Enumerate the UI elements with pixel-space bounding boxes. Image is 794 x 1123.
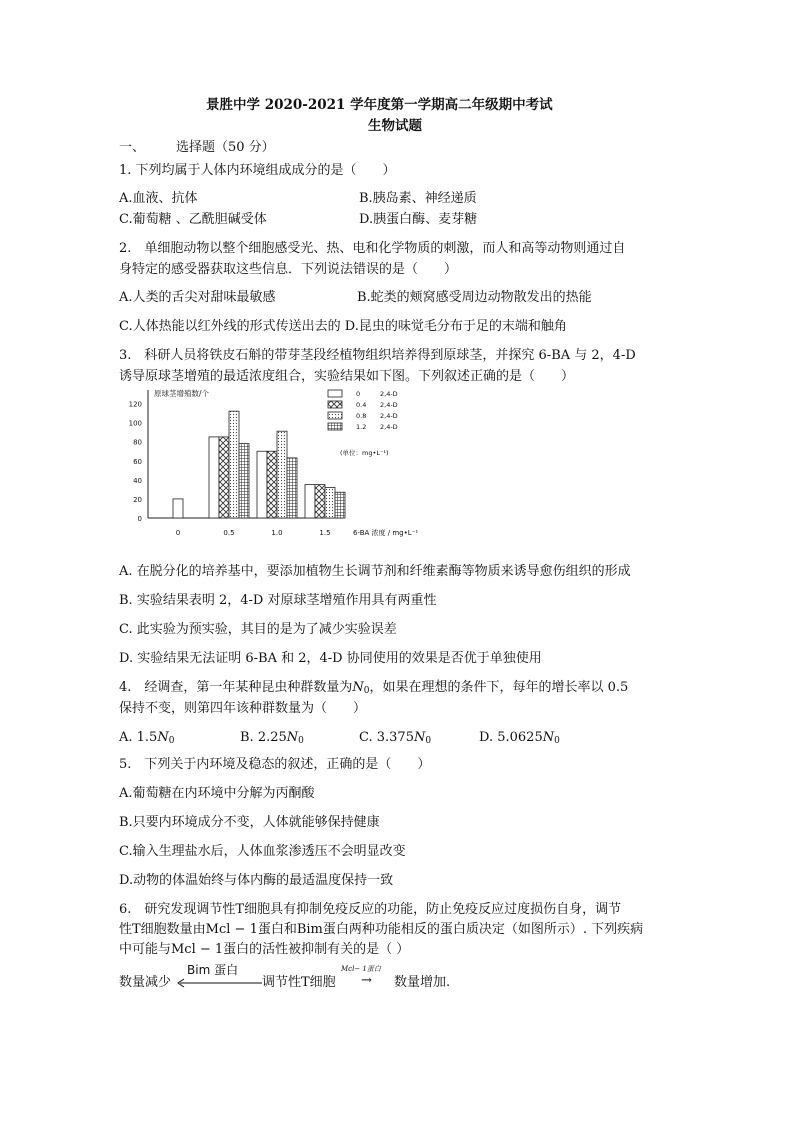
x-axis-label: 6-BA 浓度 / mg•L⁻¹ [353,529,418,537]
bar-0.4-1.0 [267,451,277,518]
q6-arrow2-label: Mcl− 1蛋白 [341,965,381,973]
q6-diagram-left: 数量减少 [119,975,172,990]
q3-option-a: A. 在脱分化的培养基中，要添加植物生长调节剂和纤维素酶等物质来诱导愈伤组织的形成 [119,564,631,579]
y-tick-label: 20 [133,495,142,504]
q3-option-c: C. 此实验为预实验，其目的是为了减少实验误差 [119,622,397,637]
bar-0.8-0.5 [229,411,239,518]
q2-option-b: B.蛇类的颊窝感受周边动物散发出的热能 [357,290,592,305]
legend-suffix-1.2: 2,4-D [380,423,398,431]
q4-stem-line1 [119,680,628,699]
q6-arrow-label: Bim 蛋白 [187,963,239,977]
y-tick-label: 80 [133,438,142,447]
q5-option-a: A.葡萄糖在内环境中分解为丙酮酸 [119,786,315,801]
q2-stem-line1: 2. 单细胞动物以整个细胞感受光、热、电和化学物质的刺激，而人和高等动物则通过自 [119,241,626,256]
legend-value-0.8: 0.8 [356,412,367,420]
chart-bars [173,411,345,518]
q1-option-b: B.胰岛素、神经递质 [359,191,477,206]
q3-stem-line2: 诱导原球茎增殖的最适浓度组合，实验结果如下图。下列叙述正确的是（ ） [119,369,575,384]
bar-0-1.5 [305,485,315,518]
q5-stem: 5. 下列关于内环境及稳态的叙述，正确的是（ ） [119,757,431,772]
y-axis-label: 原球茎增殖数/个 [154,389,210,398]
legend-swatch-0.8 [328,412,342,419]
x-tick-label: 1.0 [271,529,283,537]
exam-subtitle: 生物试题 [368,118,422,134]
q6-right-arrow: → [361,973,372,988]
legend-swatch-1.2 [328,423,342,430]
bar-0-1.0 [257,451,267,518]
q4-option-b: B. $2.25N_0$ [240,730,304,746]
legend-value-0: 0 [356,390,361,398]
bar-0-0 [173,499,183,518]
section-number: 一、 [119,140,146,155]
x-tick-label: 1.5 [319,529,331,537]
legend-unit-note: (单位：mg•L⁻¹) [340,449,389,457]
bar-chart [118,386,418,538]
q5-option-c: C.输入生理盐水后，人体血浆渗透压不会明显改变 [119,844,406,859]
q4-option-d: D. $5.0625N_0$ [479,730,560,746]
q6-stem-line1: 6. 研究发现调节性T细胞具有抑制免疫反应的功能，防止免疫反应过度损伤自身，调节 [119,902,622,917]
q1-option-d: D.胰蛋白酶、麦芽糖 [359,212,478,227]
q4-option-c: C. $3.375N_0$ [359,730,432,746]
q3-option-d: D. 实验结果无法证明 6-BA 和 2，4-D 协同使用的效果是否优于单独使用 [119,651,542,666]
q2-option-a: A.人类的舌尖对甜味最敏感 [119,290,276,305]
q1-stem: 1. 下列均属于人体内环境组成成分的是（ ） [119,163,396,178]
q6-stem-line2: 性T细胞数量由Mcl − 1蛋白和Bim蛋白两种功能相反的蛋白质决定（如图所示）. 下列疾病 [119,922,644,937]
exam-title: 景胜中学 2020-2021 学年度第一学期高二年级期中考试 [206,97,553,113]
y-tick-label: 40 [133,476,142,485]
y-tick-label: 120 [128,400,142,409]
q5-option-d: D.动物的体温始终与体内酶的最适温度保持一致 [119,873,394,888]
legend-value-1.2: 1.2 [356,423,367,431]
q2-stem-line2: 身特定的感受器获取这些信息．下列说法错误的是（ ） [119,262,458,277]
legend-suffix-0.4: 2,4-D [380,401,398,409]
legend-value-0.4: 0.4 [356,401,367,409]
bar-0.4-1.5 [315,485,325,518]
bar-1.2-1.0 [287,458,297,518]
q4-n-subscript: 0 [363,686,370,696]
x-tick-label: 0.5 [223,529,235,537]
q6-diagram-right: 数量增加. [394,975,451,990]
legend-suffix-0: 2,4-D [380,390,398,398]
q3-stem-line1: 3. 科研人员将铁皮石斛的带芽茎段经植物组织培养得到原球茎，并探究 6-BA 与 2，4-D [119,348,636,363]
bar-0.4-0.5 [219,437,229,518]
legend-suffix-0.8: 2,4-D [380,412,398,420]
q4-stem-line2: 保持不变，则第四年该种群数量为（ ） [119,701,367,716]
q2-option-cd: C.人体热能以红外线的形式传送出去的 D.昆虫的味觉毛分布于足的末端和触角 [119,319,567,334]
y-tick-label: 100 [128,419,142,428]
y-tick-label: 0 [137,515,142,523]
bar-1.2-0.5 [239,444,249,518]
q6-stem-line3: 中可能与Mcl − 1蛋白的活性被抑制有关的是（ ） [119,942,410,957]
q3-option-b: B. 实验结果表明 2，4-D 对原球茎增殖作用具有两重性 [119,593,437,608]
q4-stem-pre: 4. 经调查，第一年某种昆虫种群数量为 [119,680,353,695]
q4-option-a: A. $1.5N_0$ [119,730,175,746]
x-tick-label: 0 [175,529,181,537]
q4-stem-post: ，如果在理想的条件下，每年的增长率以 0.5 [369,680,629,695]
bar-0-0.5 [209,437,219,518]
q4-n-symbol: N [352,680,364,695]
bar-0.8-1.0 [277,431,287,518]
legend-swatch-0.4 [328,401,342,408]
bar-1.2-1.5 [335,492,345,518]
legend-swatch-0 [328,390,342,397]
y-tick-label: 60 [133,457,142,466]
bar-0.8-1.5 [325,487,335,518]
q6-diagram-middle: 调节性T细胞 [262,975,336,990]
q6-left-arrow [176,978,264,988]
q1-option-c: C.葡萄糖 、乙酰胆碱受体 [119,212,267,227]
section-label: 选择题（50 分） [176,140,275,155]
q1-option-a: A.血液、抗体 [119,191,198,206]
q5-option-b: B.只要内环境成分不变，人体就能够保持健康 [119,815,380,830]
chart-legend [328,390,398,457]
